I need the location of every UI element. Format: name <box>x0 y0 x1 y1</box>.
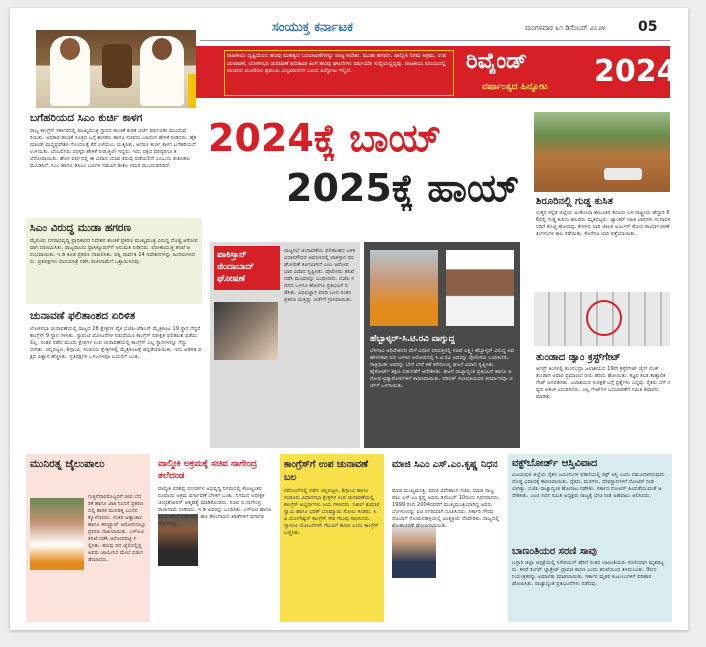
congress-title: ಕಾಂಗ್ರೆಸ್‌ಗೆ ಉಪ ಚುನಾವಣೆ ಬಲ <box>284 459 369 483</box>
page-number: 05 <box>638 19 658 35</box>
muda-body: ಮೈಸೂರು ನಗರಾಭಿವೃದ್ಧಿ ಪ್ರಾಧಿಕಾರದ ನಿವೇಶನ ಹಂಚಿಕೆ ಪ್ರಕರಣ ಮುಖ್ಯಮಂತ್ರಿ ವಿರುದ್ಧ ದೊಡ್ಡ ಆರೋಪವಾಗಿ ಪರಿಣಮಿಸಿತು. ರಾಜ್ಯಪಾಲರು ಪ್ರಾಸಿಕ್ಯೂಷನ್‌ಗೆ ಅನುಮತಿ ನೀಡಿದರು. ಲೋಕಾಯುಕ್ತ ತನಿಖೆ ಆರಂಭವಾಯಿತು. ಇ.ಡಿ ಕೂಡ ಪ್ರಕರಣ ದಾಖಲಿಸಿತು. ಪತ್ನಿ ಪಾರ್ವತಿ 14 ನಿವೇಶನಗಳನ್ನು ಹಿಂದಿರುಗಿಸಿದರು. ಪ್ರತಿಪಕ್ಷಗಳು ಪಾದಯಾತ್ರೆ ನಡೆಸಿ ರಾಜೀನಾಮೆಗೆ ಒತ್ತಾಯಿಸಿದವು. <box>30 238 198 265</box>
rewind-year: 2024 <box>594 54 678 89</box>
chair <box>102 44 132 88</box>
congress-box <box>280 454 384 622</box>
dam-highlight-circle <box>586 300 622 336</box>
hebbalkar-body: ಬೆಳಗಾವಿ ಅಧಿವೇಶನದ ವೇಳೆ ವಿಧಾನ ಪರಿಷತ್ತಿನಲ್ಲಿ ಸಚಿವೆ ಲಕ್ಷ್ಮೀ ಹೆಬ್ಬಾಳ್ಕರ್ ವಿರುದ್ಧ ಅವಹೇಳನಕಾರಿ ಪದ ಬಳಸಿದ ಆರೋಪದಲ್ಲಿ ಸಿ.ಟಿ.ರವಿ ಅವರನ್ನು ಪೊಲೀಸರು ಬಂಧಿಸಿದರು. ರಾತ್ರಿಯಿಡೀ ಅವರನ್ನು ಬೇರೆ ಬೇರೆ ಕಡೆ ಕರೆದೊಯ್ದ ಘಟನೆ ವಿವಾದ ಸೃಷ್ಟಿಸಿತು. ಹೈಕೋರ್ಟ್ ತಕ್ಷಣ ಬಿಡುಗಡೆಗೆ ಆದೇಶಿಸಿತು. ಘಟನೆ ರಾಜ್ಯಾದ್ಯಂತ ಪ್ರತಿಭಟನೆ ಹಾಗೂ ಆರೋಪ-ಪ್ರತ್ಯಾರೋಪಗಳಿಗೆ ಕಾರಣವಾಯಿತು. ಪರಿಷತ್ ಸಭಾಪತಿಯವರ ತೀರ್ಮಾನವೂ ಚರ್ಚೆಗೆ ಒಳಗಾಯಿತು. <box>370 348 515 389</box>
elections-body: ಲೋಕಸಭಾ ಚುನಾವಣೆಯಲ್ಲಿ ರಾಜ್ಯದ 28 ಕ್ಷೇತ್ರಗಳ ಪೈಕಿ ಬಿಜೆಪಿ-ಜೆಡಿಎಸ್ ಮೈತ್ರಿಕೂಟ 19 ಸ್ಥಾನ ಗೆದ್ದರೆ ಕಾಂಗ್ರೆಸ್ 9 ಸ್ಥಾನ ಗಳಿಸಿತು. ಗ್ಯಾರಂಟಿ ಯೋಜನೆಗಳ ನಡುವೆಯೂ ಕಾಂಗ್ರೆಸ್ ನಿರೀಕ್ಷಿತ ಫಲಿತಾಂಶ ಪಡೆಯಲಿಲ್ಲ. ನಂತರ ನಡೆದ ಮೂರು ಕ್ಷೇತ್ರಗಳ ಉಪ ಚುನಾವಣೆಯಲ್ಲಿ ಕಾಂಗ್ರೆಸ್ ಎಲ್ಲ ಸ್ಥಾನಗಳನ್ನೂ ಗೆದ್ದು ಬೀಗಿತು. ಚನ್ನಪಟ್ಟಣ, ಶಿಗ್ಗಾಂವಿ, ಸಂಡೂರು ಕ್ಷೇತ್ರಗಳಲ್ಲಿ ಮೈತ್ರಿಕೂಟಕ್ಕೆ ಹಿನ್ನಡೆಯಾಯಿತು. ಇದು ಆಡಳಿತ ಪಕ್ಷದ ವಿಶ್ವಾಸ ಹೆಚ್ಚಿಸಿತು. ಪ್ರತಿಪಕ್ಷಗಳ ಒಳಜಗಳವೂ ಬಯಲಿಗೆ ಬಂತು. <box>30 326 202 360</box>
cm-dcm-photo <box>36 30 196 108</box>
person-left-head <box>60 38 80 60</box>
muda-box <box>26 218 202 304</box>
waqf-body: ವಿಜಯಪುರ ಜಿಲ್ಲೆಯ ರೈತರ ಜಮೀನುಗಳ ಪಹಣಿಯಲ್ಲಿ ವಕ್ಫ್ ಆಸ್ತಿ ಎಂದು ನಮೂದಾಗಿರುವುದು ದೊಡ್ಡ ವಿವಾದಕ್ಕೆ ಕಾರಣವಾಯಿತು. ರೈತರು, ಮಠಗಳು, ದೇವಸ್ಥಾನಗಳಿಗೆ ನೋಟಿಸ್ ನೀಡಲಾಗಿತ್ತು. ಬಿಜೆಪಿ ರಾಜ್ಯಾದ್ಯಂತ ಹೋರಾಟ ನಡೆಸಿತು. ಸರ್ಕಾರ ನೋಟಿಸ್ ಹಿಂಪಡೆಯುವಂತೆ ಆದೇಶಿಸಿತು. ಜಂಟಿ ಸದನ ಸಮಿತಿ ಅಧ್ಯಕ್ಷರು ರಾಜ್ಯಕ್ಕೆ ಭೇಟಿ ನೀಡಿ ಅಹವಾಲು ಆಲಿಸಿದರು. <box>512 472 665 499</box>
person-right-head <box>152 38 172 60</box>
yellow-corner-accent <box>188 74 196 108</box>
rewind-tagline: ವರ್ಷಾಂತ್ಯದ ಹಿನ್ನೋಟ <box>482 82 548 92</box>
ct-ravi-photo <box>446 250 514 326</box>
page-date: ಮಂಗಳವಾರ ೩೧ ಡಿಸೆಂಬರ್ ೨೦೨೪ <box>525 24 606 32</box>
smkrishna-box <box>388 454 504 622</box>
waqf-title: ವಕ್ಫ್‌ಬೋರ್ಡ್ ಆಸ್ತಿವಿವಾದ <box>512 458 598 469</box>
pakistan-body: ರಾಜ್ಯಸಭೆ ಚುನಾವಣೆಯ ಫಲಿತಾಂಶದ ಬಳಿಕ ವಿಧಾನಸೌಧದ ಆವರಣದಲ್ಲಿ ಪಾಕಿಸ್ತಾನ ಪರ ಘೋಷಣೆ ಕೂಗಲಾಗಿದೆ ಎಂಬ ಆರೋಪ ಭಾರಿ ವಿವಾದ ಸೃಷ್ಟಿಸಿತು. ಪೊಲೀಸರು ತನಿಖೆ ನಡೆಸಿ ಮೂವರನ್ನು ಬಂಧಿಸಿದರು. ಬಿಜೆಪಿ ಸದನದ ಒಳಗೂ ಹೊರಗೂ ಪ್ರತಿಭಟನೆ ನಡೆಸಿತು. ವಿಧಿವಿಜ್ಞಾನ ವರದಿ ಬಂದ ನಂತರ ಪ್ರಕರಣ ಮತ್ತಷ್ಟು ಚರ್ಚೆಗೆ ಗ್ರಾಸವಾಯಿತು. <box>284 248 356 303</box>
waqf-box <box>508 454 672 622</box>
headline-line1: 2024ಕ್ಕೆ ಬಾಯ್ <box>208 116 442 160</box>
pakistan-photo <box>214 302 278 360</box>
masthead-rule <box>200 40 670 41</box>
dam-photo <box>534 292 670 346</box>
tanker-truck <box>604 168 642 180</box>
landslide-photo <box>534 112 670 192</box>
munirathna-body: ಗುತ್ತಿಗೆದಾರರೊಬ್ಬರಿಗೆ ಜೀವ ಬೆದರಿಕೆ ಹಾಗೂ ಜಾತಿ ನಿಂದನೆ ಪ್ರಕರಣದಲ್ಲಿ ಶಾಸಕ ಮುನಿರತ್ನ ಬಂಧನಕ್ಕೊಳಗಾದರು. ನಂತರ ಅತ್ಯಾಚಾರ ಹಾಗೂ ಹನಿಟ್ರ್ಯಾಪ್ ಆರೋಪದಲ್ಲೂ ಪ್ರಕರಣ ದಾಖಲಾಯಿತು. ಎಸ್ಐಟಿ ತನಿಖೆ ನಡೆಸಿ ಆರೋಪಪಟ್ಟಿ ಸಲ್ಲಿಸಿತು. ಹಲವು ದಿನ ಜೈಲಿನಲ್ಲಿದ್ದ ಅವರು ಜಾಮೀನಿನ ಮೇಲೆ ಬಿಡುಗಡೆಯಾದರು. <box>88 494 146 563</box>
hebbalkar-title: ಹೆಬ್ಬಾಳ್ಕರ್-ಸಿ.ಟಿ.ರವಿ ವಾಗ್ಯುದ್ಧ <box>370 334 455 344</box>
cm-chair-title: ಬಗೆಹರಿಯದ ಸಿಎಂ ಕುರ್ಚಿ ಕಾಳಗ <box>30 112 143 124</box>
baanantiyara-title: ಬಾಣಂತಿಯರ ಸರಣಿ ಸಾವು <box>512 546 597 557</box>
hebbalkar-photo <box>370 250 438 326</box>
shiroor-body: ಉತ್ತರ ಕನ್ನಡ ಜಿಲ್ಲೆಯ ಅಂಕೋಲಾ ತಾಲೂಕಿನ ಶಿರೂರು ಬಳಿ ರಾಷ್ಟ್ರೀಯ ಹೆದ್ದಾರಿ 66ರಲ್ಲಿ ಗುಡ್ಡ ಕುಸಿದು ಹಲವರು ಮೃತಪಟ್ಟರು. ಟ್ಯಾಂಕರ್ ಸಹಿತ ಲಾರಿಗಳು ಗಂಗಾವಳಿ ನದಿಗೆ ಕೊಚ್ಚಿ ಹೋದವು. ಕೇರಳದ ಲಾರಿ ಚಾಲಕ ಅರ್ಜುನ್ ಶೋಧ ಕಾರ್ಯಾಚರಣೆ ತಿಂಗಳುಗಳ ಕಾಲ ನಡೆಯಿತು. ಕೊನೆಗೂ ಲಾರಿ ಪತ್ತೆಯಾಯಿತು. <box>536 210 671 237</box>
banner-intro: ರಾಜಕೀಯ ದೃಷ್ಟಿಯಿಂದ ಹಲವು ಮಹತ್ವದ ಬದಲಾವಣೆಗಳನ್ನು ರಾಜ್ಯ ಕಂಡಿತು. ಮುಡಾ ಹಗರಣ, ವಾಲ್ಮೀಕಿ ನಿಗಮ ಅಕ್ರಮ, ಉಪ ಚುನಾವಣೆ, ಲೋಕಸಭಾ ಚುನಾವಣೆ ಫಲಿತಾಂಶ ಹೀಗೆ ಹಲವು ಘಟನೆಗಳು ವರ್ಷವಿಡೀ ಸುದ್ದಿಯಲ್ಲಿದ್ದವು. ರಾಜಕೀಯ ವಲಯದಲ್ಲಿ ಸಂಚಲನ ಮೂಡಿಸಿದ ಪ್ರಮುಖ ವಿದ್ಯಮಾನಗಳ ಒಂದು ಹಿನ್ನೋಟ ಇಲ್ಲಿದೆ. <box>224 50 454 96</box>
smkrishna-body: ಮಾಜಿ ಮುಖ್ಯಮಂತ್ರಿ, ಮಾಜಿ ವಿದೇಶಾಂಗ ಸಚಿವ, ಮಾಜಿ ರಾಜ್ಯಪಾಲ ಎಸ್.ಎಂ.ಕೃಷ್ಣ ಅವರು ಡಿಸೆಂಬರ್ 10ರಂದು ನಿಧನರಾದರು. 1999 ರಿಂದ 2004ರವರೆಗೆ ಮುಖ್ಯಮಂತ್ರಿಯಾಗಿದ್ದ ಅವರು ಬೆಂಗಳೂರನ್ನು ಐಟಿ ನಗರಿಯಾಗಿ ರೂಪಿಸಿದರು. ಸರ್ಕಾರಿ ಗೌರವದೊಂದಿಗೆ ಸೋಮನಹಳ್ಳಿಯಲ್ಲಿ ಅಂತ್ಯಕ್ರಿಯೆ ನೆರವೇರಿತು. ರಾಜ್ಯದಲ್ಲಿ ಶೋಕಾಚರಣೆ ಘೋಷಿಸಲಾಯಿತು. <box>392 488 500 529</box>
hebbalkar-box <box>364 242 520 448</box>
muda-title: ಸಿಎಂ ವಿರುದ್ಧ ಮುಡಾ ಹಗರಣ <box>30 222 131 234</box>
congress-body: ನವೆಂಬರ್‌ನಲ್ಲಿ ನಡೆದ ಚನ್ನಪಟ್ಟಣ, ಶಿಗ್ಗಾಂವಿ ಹಾಗೂ ಸಂಡೂರು ವಿಧಾನಸಭಾ ಕ್ಷೇತ್ರಗಳ ಉಪ ಚುನಾವಣೆಯಲ್ಲಿ ಕಾಂಗ್ರೆಸ್ ಅಭ್ಯರ್ಥಿಗಳು ಜಯ ಗಳಿಸಿದರು. ನಿಖಿಲ್ ಕುಮಾರಸ್ವಾಮಿ ಹಾಗೂ ಭರತ್ ಬೊಮ್ಮಾಯಿ ಸೋಲು ಕಂಡರು. ಸಿ.ಪಿ.ಯೋಗೇಶ್ವರ್ ಕಾಂಗ್ರೆಸ್ ಸೇರಿ ಗೆಲುವು ಸಾಧಿಸಿದರು. ಗ್ಯಾರಂಟಿ ಯೋಜನೆಗಳೇ ಗೆಲುವಿಗೆ ಕಾರಣ ಎಂದು ಕಾಂಗ್ರೆಸ್ ಬಣ್ಣಿಸಿತು. <box>284 488 380 536</box>
pakistan-box <box>210 242 360 448</box>
cm-chair-body: ರಾಜ್ಯ ಕಾಂಗ್ರೆಸ್ ಸರ್ಕಾರದಲ್ಲಿ ಮುಖ್ಯಮಂತ್ರಿ ಸ್ಥಾನದ ಹಂಚಿಕೆ ಕುರಿತ ಚರ್ಚೆ ವರ್ಷವಿಡೀ ಮುಂದುವರಿಯಿತು. ಅಧಿಕಾರ ಹಂಚಿಕೆ ಸೂತ್ರದ ಬಗ್ಗೆ ಶಾಸಕರು ಹಾಗೂ ಸಚಿವರು ಬಹಿರಂಗ ಹೇಳಿಕೆ ನೀಡಿದರು. ಹೈಕಮಾಂಡ್ ಮಧ್ಯಪ್ರವೇಶಿಸಿ ಗೊಂದಲಕ್ಕೆ ತೆರೆ ಎಳೆಯಲು ಯತ್ನಿಸಿತು. ಆದರೂ ಕುರ್ಚಿ ಕಾಳಗ ಬಗೆಹರಿಯದೆ ಉಳಿಯಿತು. ಬೆಂಬಲಿಗರು ಪರಸ್ಪರ ಹೇಳಿಕೆ ನೀಡುತ್ತಲೇ ಇದ್ದರು. ಇದು ಪಕ್ಷದ ವರಿಷ್ಠರಿಗೂ ತಲೆನೋವಾಯಿತು. ಹೊಸ ವರ್ಷದಲ್ಲಿ ಈ ವಿವಾದ ಯಾವ ತಿರುವು ಪಡೆಯಲಿದೆ ಎಂಬುದು ಕುತೂಹಲ ಮೂಡಿಸಿದೆ. ಸಿಎಂ ಹಾಗೂ ಡಿಸಿಎಂ ಬಣಗಳ ನಡುವಿನ ಶೀತಲ ಸಮರ ಮುಂದುವರಿದಿದೆ. <box>30 128 197 169</box>
rewind-title: ರಿವೈಂಡ್ <box>466 49 528 74</box>
newspaper-page <box>10 8 688 630</box>
baanantiyara-body: ಬಳ್ಳಾರಿ ಜಿಲ್ಲಾ ಆಸ್ಪತ್ರೆಯಲ್ಲಿ ಸಿಸೇರಿಯನ್ ಹೆರಿಗೆ ನಂತರ ಬಾಣಂತಿಯರು ಸರಣಿಯಾಗಿ ಮೃತಪಟ್ಟರು. ಕಳಪೆ ರಿಂಗರ್ ಲ್ಯಾಕ್ಟೇಟ್ ದ್ರಾವಣ ಕಾರಣ ಎಂದು ತನಿಖೆಯಿಂದ ತಿಳಿದುಬಂತು. ಔಷಧ ನಿಯಂತ್ರಕರನ್ನು ಅಮಾನತು ಮಾಡಲಾಯಿತು. ಸರ್ಕಾರ ಮೃತರ ಕುಟುಂಬಗಳಿಗೆ ಪರಿಹಾರ ಘೋಷಿಸಿತು. ರಾಜ್ಯಾದ್ಯಂತ ಪ್ರತಿಭಟನೆಗಳು ನಡೆದವು. <box>512 560 665 587</box>
paper-name: ಸಂಯುಕ್ತ ಕರ್ನಾಟಕ <box>272 20 353 35</box>
pakistan-title: ಪಾಕಿಸ್ತಾನ್ ಜಿಂದಾಬಾದ್ ಘೋಷಣೆ <box>214 246 280 290</box>
headline-line2: 2025ಕ್ಕೆ ಹಾಯ್ <box>286 166 520 210</box>
valmiki-box <box>154 454 276 622</box>
tungabhadra-body: ಆಗಸ್ಟ್ ತಿಂಗಳಲ್ಲಿ ತುಂಗಭದ್ರಾ ಜಲಾಶಯದ 19ನೇ ಕ್ರಸ್ಟ್‌ಗೇಟ್ ಚೈನ್ ಲಿಂಕ್ ತುಂಡಾಗಿ ಅಪಾರ ಪ್ರಮಾಣದ ನೀರು ಹರಿದು ಹೋಯಿತು. ತಜ್ಞರ ತಂಡ ತಾತ್ಕಾಲಿಕ ಗೇಟ್ ಅಳವಡಿಸಿತು. ಜಲಾಶಯದ ಸುರಕ್ಷತೆ ಬಗ್ಗೆ ಪ್ರಶ್ನೆಗಳು ಎದ್ದವು. ರೈತರು ಬೆಳೆ ನಷ್ಟದ ಆತಂಕ ಎದುರಿಸಿದರು. ಎಲ್ಲ ಗೇಟ್‌ಗಳ ಬದಲಾವಣೆಗೆ ಸಮಿತಿ ಶಿಫಾರಸು ಮಾಡಿತು. <box>536 366 671 400</box>
munirathna-title: ಮುನಿರತ್ನ ಜೈಲುಪಾಲು <box>30 458 105 470</box>
shiroor-title: ಶಿರೂರಿನಲ್ಲಿ ಗುಡ್ಡ ಕುಸಿತ <box>536 196 613 207</box>
elections-title: ಚುನಾವಣೆ ಫಲಿತಾಂಶದ ಏರಿಳಿತ <box>30 310 136 322</box>
valmiki-title: ವಾಲ್ಮೀಕಿ ಅಕ್ರಮಕ್ಕೆ ಸಚಿವ ನಾಗೇಂದ್ರ ತಲೆದಂಡ <box>158 459 258 481</box>
rewind-banner <box>196 46 678 98</box>
tungabhadra-title: ತುಂಡಾದ ಡ್ಯಾಂ ಕ್ರಸ್ಟ್‌ಗೇಟ್ <box>536 352 621 363</box>
smkrishna-title: ಮಾಜಿ ಸಿಎಂ ಎಸ್.ಎಂ.ಕೃಷ್ಣ ನಿಧನ <box>392 459 498 470</box>
munirathna-box <box>26 454 150 622</box>
valmiki-body: ವಾಲ್ಮೀಕಿ ಪರಿಶಿಷ್ಟ ಪಂಗಡಗಳ ಅಭಿವೃದ್ಧಿ ನಿಗಮದಲ್ಲಿ ಕೋಟ್ಯಂತರ ರೂಪಾಯಿ ಅಕ್ರಮ ವರ್ಗಾವಣೆ ಬೆಳಕಿಗೆ ಬಂತು. ನಿಗಮದ ಅಧೀಕ್ಷಕ ಚಂದ್ರಶೇಖರನ್ ಆತ್ಮಹತ್ಯೆ ಮಾಡಿಕೊಂಡರು. ಸಚಿವ ಬಿ.ನಾಗೇಂದ್ರ ರಾಜೀನಾಮೆ ನೀಡಿದರು. ಇ.ಡಿ ಅವರನ್ನು ಬಂಧಿಸಿತು. ಎಸ್ಐಟಿ ಹಾಗೂ ಸಿಬಿಐ ತನಿಖೆ ನಡೆಸಿದವು. ಹಣ ತೆಲಂಗಾಣದ ಖಾತೆಗಳಿಗೆ ವರ್ಗಾವಣೆಯಾಗಿತ್ತು. <box>158 486 272 527</box>
